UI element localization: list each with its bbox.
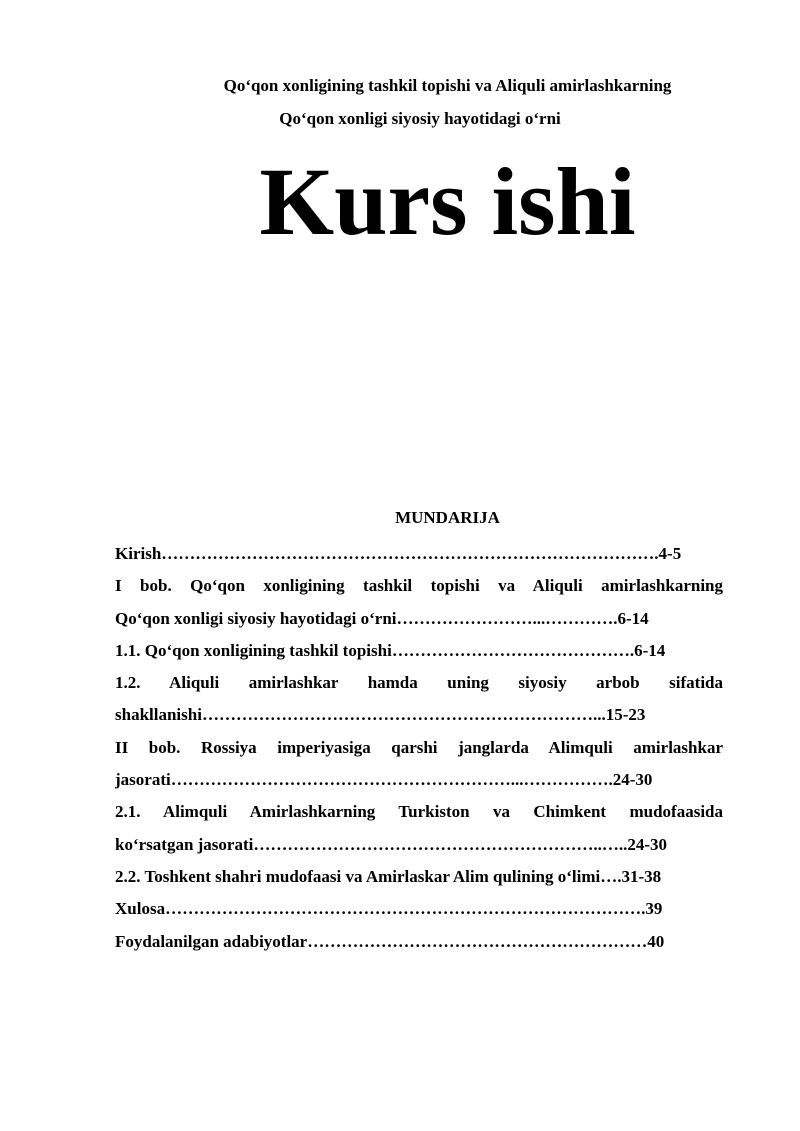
toc-entry-2-1: 2.1. Alimquli Amirlashkarning Turkiston va Chimkent mudofaasida <box>115 802 723 822</box>
subtitle-line-2: Qo‘qon xonligi siyosiy hayotidagi o‘rni <box>279 109 561 128</box>
toc-entry-kirish: Kirish…………………………………………………………………………….4-5 <box>115 544 682 563</box>
toc-heading: MUNDARIJA <box>395 508 500 527</box>
table-of-contents <box>115 538 723 958</box>
toc-entry-chapter-1: I bob. Qo‘qon xonligining tashkil topishi va Aliquli amirlashkarning <box>115 576 723 596</box>
toc-entry-2-1-cont: ko‘rsatgan jasorati……………………………………………………..…..24-30 <box>115 834 668 854</box>
toc-entry-1-2: 1.2. Aliquli amirlashkar hamda uning siyosiy arbob sifatida <box>115 673 723 693</box>
toc-entry-chapter-2: II bob. Rossiya imperiyasiga qarshi janglarda Alimquli amirlashkar <box>115 737 723 757</box>
document-title: Kurs ishi <box>259 148 636 255</box>
toc-entry-2-2: 2.2. Toshkent shahri mudofaasi va Amirlaskar Alim qulining o‘limi….31-38 <box>115 866 662 886</box>
toc-entry-1-1: 1.1. Qo‘qon xonligining tashkil topishi…………………………………….6-14 <box>115 640 666 660</box>
toc-entry-xulosa: Xulosa………………………………………………………………………….39 <box>115 899 663 919</box>
subtitle-line-1: Qo‘qon xonligining tashkil topishi va Aliquli amirlashkarning <box>223 76 672 95</box>
toc-entry-chapter-2-cont: jasorati……………………………………………………...…………….24-30 <box>115 770 653 790</box>
toc-entry-1-2-cont: shakllanishi……………………………………………………………...15-23 <box>115 705 646 725</box>
toc-entry-adabiyotlar: Foydalanilgan adabiyotlar……………………………………………………40 <box>115 931 665 951</box>
toc-entry-chapter-1-cont: Qo‘qon xonligi siyosiy hayotidagi o‘rni……………………...………….6-14 <box>115 608 649 628</box>
